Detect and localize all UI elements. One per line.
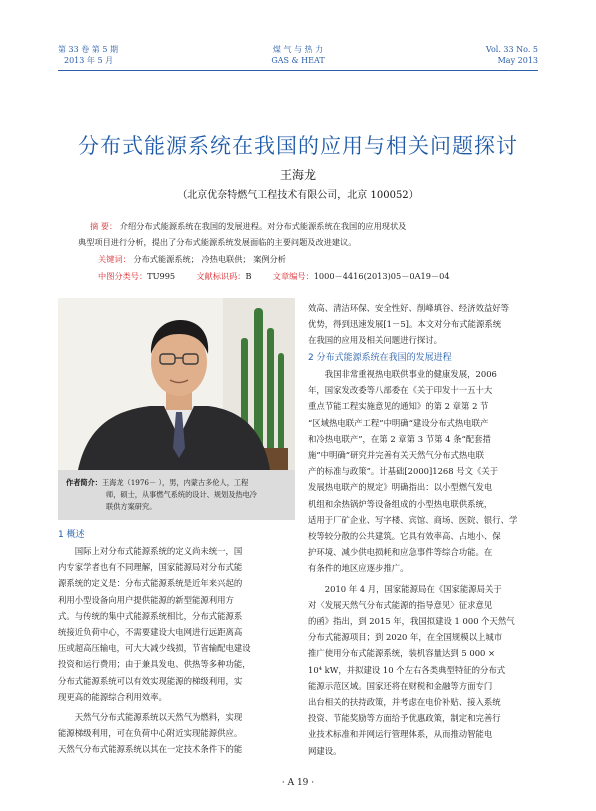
bio-line-2: 师，硕士，从事燃气系统的设计、规划及热电冷 xyxy=(106,490,257,499)
volume-issue: 第 33 卷 第 5 期 xyxy=(58,45,118,54)
text-line: 出台相关的扶持政策，并考虑在电价补贴、接入系统 xyxy=(308,697,501,708)
text-line: 能源梯级利用，可在负荷中心附近实现能源供应。 xyxy=(58,728,243,739)
text-line: 投资、节能奖励等方面给予优惠政策，制定和完善行 xyxy=(308,713,501,724)
text-line: 有条件的地区应逐步推广。 xyxy=(308,563,409,574)
author-affiliation: （北京优奈特燃气工程技术有限公司，北京 100052） xyxy=(177,190,419,201)
journal-volume-en xyxy=(486,44,538,66)
text-line: 优势，得到迅速发展[1－5]。本文对分布式能源系统 xyxy=(308,319,502,330)
text-line: 分布式能源项目；到 2020 年，在全国规模以上城市 xyxy=(308,632,503,643)
abstract-text-1: 介绍分布式能源系统在我国的发展进程。对分布式能源系统在我国的应用现状及 xyxy=(119,221,407,231)
text-line: 施”中明确“研究并完善有关天然气分布式热电联 xyxy=(308,450,485,461)
text-line: 校等较分散的公共建筑。它具有效率高、占地小、保 xyxy=(308,531,501,542)
journal-title-cn: 煤 气 与 热 力 xyxy=(272,45,324,54)
abstract-cont xyxy=(78,235,538,249)
text-line: 分布式能源系统可以有效实现能源的梯级利用，实 xyxy=(58,675,243,686)
article-title: 分布式能源系统在我国的应用与相关问题探讨 xyxy=(78,134,518,158)
text-line: 效高、清洁环保、安全性好、削峰填谷、经济效益好等 xyxy=(308,303,509,313)
keywords-label: 关键词： xyxy=(98,254,131,264)
doc-code-label: 文献标识码： xyxy=(196,271,246,281)
header-rule xyxy=(58,70,538,71)
text-line: 现更高的能源综合利用效率。 xyxy=(58,691,167,702)
text-line: 机组和余热锅炉等设备组成的小型热电联供系统， xyxy=(308,498,493,509)
article-no-label: 文章编号： xyxy=(272,271,314,281)
text-line: 国际上对分布式能源系统的定义尚未统一，国 xyxy=(74,546,243,556)
text-line: 适用于厂矿企业、写字楼、宾馆、商场、医院、银行、学 xyxy=(308,514,518,525)
text-line: 天然气分布式能源系统以其在一定技术条件下的能 xyxy=(58,744,243,755)
text-line: 网建设。 xyxy=(308,745,342,756)
text-line: 式。与传统的集中式能源系统相比，分布式能源系 xyxy=(58,610,243,621)
section-2-heading: 2 分布式能源系统在我国的发展进程 xyxy=(308,353,452,363)
text-line: 重点节能工程实施意见的通知》的第 2 章第 2 节 xyxy=(308,401,489,412)
keywords-text: 分布式能源系统； 冷热电联供； 案例分析 xyxy=(133,254,286,264)
issue-date-en: May 2013 xyxy=(497,56,538,65)
text-line: 压或超高压输电，可大大减少线损，节省输配电建设 xyxy=(58,643,251,654)
abstract xyxy=(90,219,530,233)
abstract-label: 摘 要： xyxy=(90,221,118,231)
bio-line-3: 联供方案研究。 xyxy=(106,502,157,511)
article-no-value: 1000－4416(2013)05－0A19－04 xyxy=(313,271,450,281)
text-line: 产的标准与政策”。计基础[2000]1268 号文《关于 xyxy=(308,466,499,477)
text-line: 源系统的定义是：分布式能源系统是近年来兴起的 xyxy=(58,578,243,589)
text-line: 护环境、减少供电损耗和应急事件等综合功能。在 xyxy=(308,547,493,558)
text-line: 年，国家发改委等八部委在《关于印发十一五十大 xyxy=(308,385,493,396)
doc-code-value: B xyxy=(245,271,252,281)
journal-title-en: GAS & HEAT xyxy=(271,56,325,65)
text-line: “区域热电联产工程”中明确“建设分布式热电联产 xyxy=(308,417,489,428)
section-1-heading: 1 概述 xyxy=(58,530,85,540)
text-line: 和冷热电联产”，在第 2 章第 3 节第 4 条“配套措 xyxy=(308,433,491,444)
volume-issue-en: Vol. 33 No. 5 xyxy=(485,45,538,54)
text-line: 业技术标准和并网运行管理体系，从而推动智能电 xyxy=(308,729,493,740)
classification xyxy=(98,269,538,283)
clc-value: TU995 xyxy=(147,271,176,281)
text-line: 的函》指出，到 2015 年，我国拟建设 1 000 个天然气 xyxy=(308,616,515,627)
right-column-body xyxy=(308,366,542,759)
text-line: 投资和运行费用；由于兼具发电、供热等多种功能， xyxy=(58,659,251,670)
text-line: 统接近负荷中心，不需要建设大电网进行远距离高 xyxy=(58,627,243,638)
clc-label: 中图分类号： xyxy=(98,271,148,281)
right-column-intro xyxy=(308,300,542,349)
abstract-text-2: 典型项目进行分析，提出了分布式能源系统发展面临的主要问题及改进建议。 xyxy=(78,237,357,247)
left-column-body xyxy=(58,543,295,758)
text-line: 对〈发展天然气分布式能源的指导意见〉征求意见 xyxy=(308,599,493,610)
text-line: 推广使用分布式能源系统，装机容量达到 5 000 × xyxy=(308,648,496,659)
text-line: 10⁴ kW，并拟建设 10 个左右各类典型特征的分布式 xyxy=(308,664,506,675)
author-photo xyxy=(58,298,295,470)
page-number: · A 19 · xyxy=(281,778,315,788)
text-line: 内专家学者也有不同理解，国家能源局对分布式能 xyxy=(58,562,243,573)
text-line: 天然气分布式能源系统以天然气为燃料，实现 xyxy=(74,712,243,723)
author-name: 王海龙 xyxy=(279,168,316,182)
text-line: 发展热电联产的规定》明确指出：以小型燃气发电 xyxy=(308,482,493,493)
issue-date: 2013 年 5 月 xyxy=(64,56,114,65)
author-bio xyxy=(58,470,295,520)
keywords xyxy=(98,252,538,266)
bio-line-1: 王海龙（1976－ ），男，内蒙古多伦人，工程 xyxy=(101,478,249,487)
text-line: 能源示范区域。国家还将在财税和金融等方面专门 xyxy=(308,680,493,691)
text-line: 2010 年 4 月，国家能源局在《国家能源局关于 xyxy=(324,583,502,594)
bio-label: 作者简介： xyxy=(66,478,102,487)
text-line: 利用小型设备向用户提供能源的新型能源利用方 xyxy=(58,594,234,605)
text-line: 我国非常重视热电联供事业的健康发展，2006 xyxy=(324,369,497,379)
text-line: 在我国的应用及相关问题进行探讨。 xyxy=(308,335,442,346)
